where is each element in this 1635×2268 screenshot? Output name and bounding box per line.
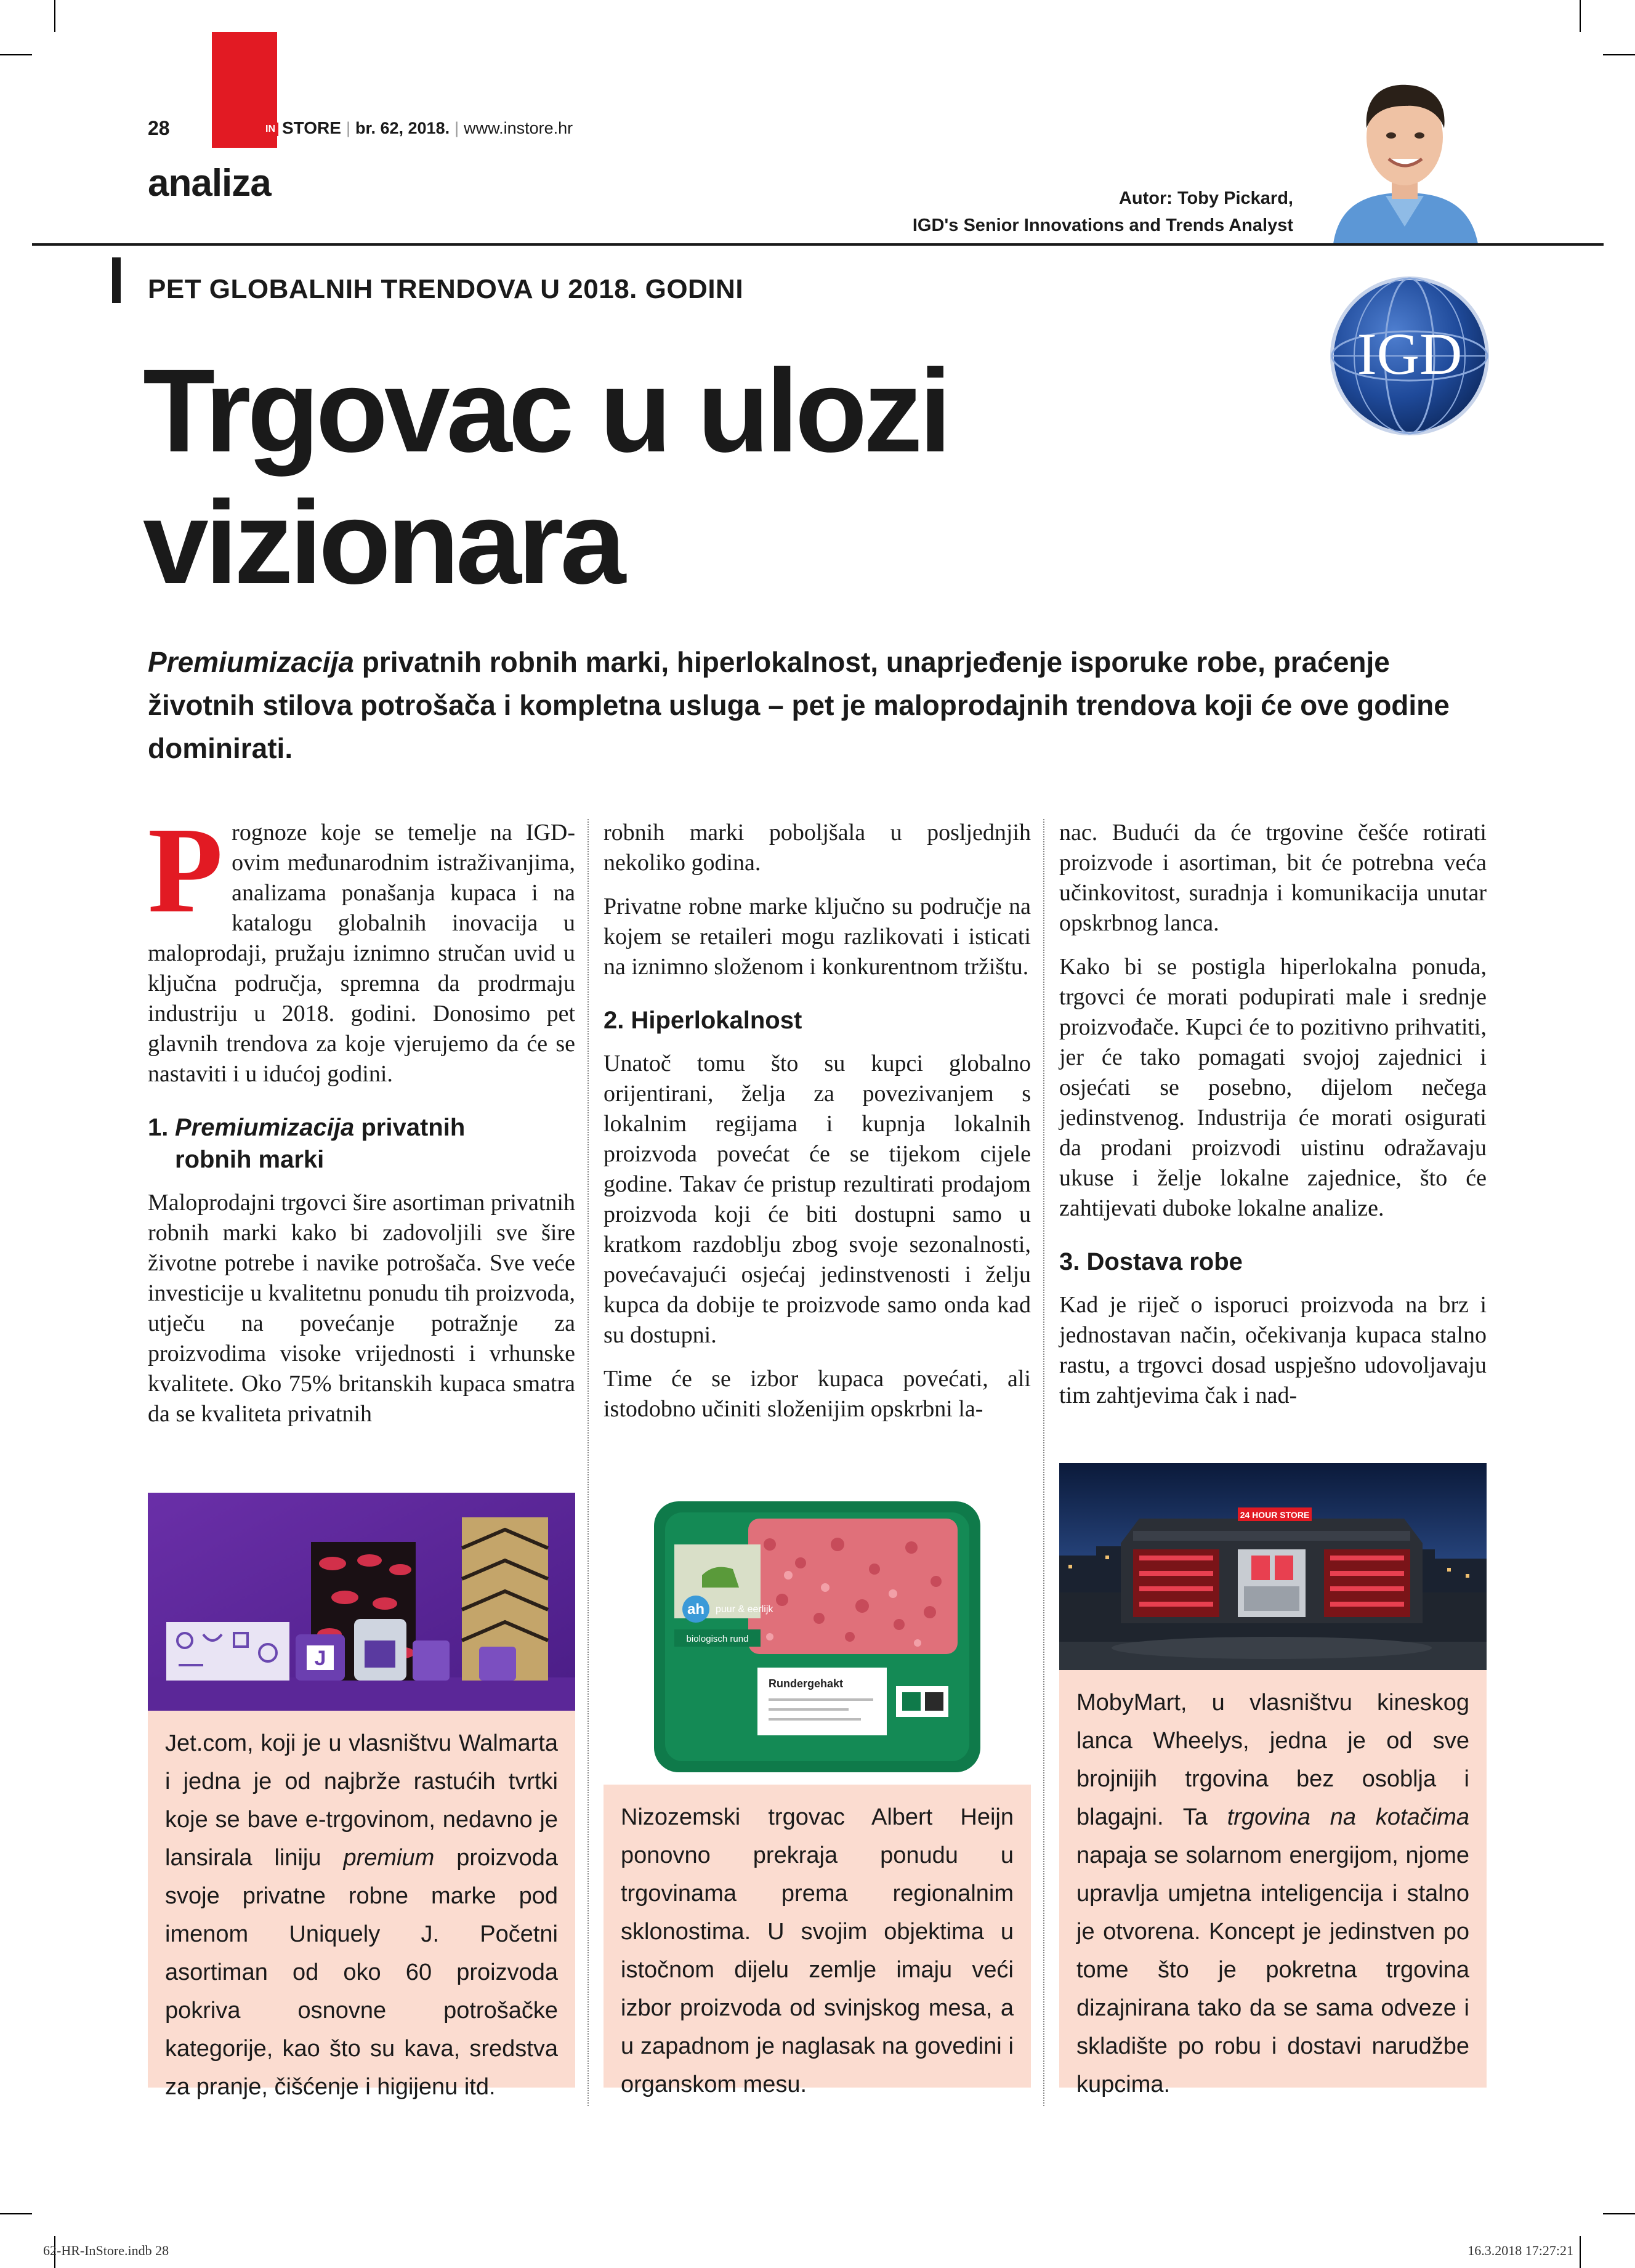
caption-jet <box>148 1711 575 2100</box>
caption-italic: trgovina na kotačima <box>1227 1804 1469 1830</box>
print-slug-left: 62-HR-InStore.indb 28 <box>43 2243 169 2258</box>
subheading-1 <box>148 1112 575 1176</box>
headline-line: vizionara <box>143 476 623 608</box>
albert-heijn-meat-photo <box>604 1489 1031 1785</box>
mobymart-store-photo <box>1059 1463 1487 1670</box>
igd-logo <box>1329 275 1490 437</box>
caption-albert-heijn: Nizozemski trgovac Albert Heijn ponovno prekraja ponudu u trgovinama prema regionalnim sklonostima. U svojim objektima u istočnom dijelu zemlje imaju veći izbor proizvoda od svinjskog mesa, a u zapadnom je naglasak na govedini i organskom mesu. <box>604 1785 1031 2088</box>
caption-text: MobyMart, u vlasništvu kineskog lanca Wheelys, jedna je od sve brojnijih trgovina bez osoblja i blagajni. Ta <box>1076 1690 1469 1830</box>
store-sign: 24 HOUR STORE <box>1240 1510 1310 1520</box>
lead-text: privatnih robnih marki, hiperlokalnost, unaprjeđenje isporuke robe, praćenje životnih stilova potrošača i kompletna usluga – pet je maloprodajnih trendova koji će ove godine dominirati. <box>148 646 1450 764</box>
meat-product-label: Rundergehakt <box>769 1677 844 1690</box>
crop-mark <box>1580 0 1581 32</box>
issue-number: br. 62, 2018. <box>355 119 450 137</box>
article-column-1 <box>148 802 575 1443</box>
separator: | <box>454 119 459 137</box>
meat-label: puur & eerlijk <box>716 1604 773 1615</box>
subheading-text: privatnih <box>354 1114 466 1141</box>
body-paragraph: Time će se izbor kupaca povećati, ali istodobno učiniti složenijim opskrbni la- <box>604 1366 1031 1422</box>
caption-mobymart <box>1059 1670 1487 2097</box>
subheading-3: 3. Dostava robe <box>1059 1248 1243 1275</box>
caption-text: Jet.com, koji je u vlasništvu Walmarta i jedna je od najbrže rastućih tvrtki koje se bave e-trgovinom, nedavno je lansirala liniju <box>165 1730 558 1871</box>
body-paragraph: Kad je riječ o isporuci proizvoda na brz i jednostavan način, očekivanja kupaca stalno rastu, a trgovci dosad uspješno udovoljavaju tim zahtjevima čak i nad- <box>1059 1292 1487 1408</box>
crop-mark <box>0 2213 32 2214</box>
print-slug-right: 16.3.2018 17:27:21 <box>1467 2243 1573 2258</box>
article-column-2 <box>604 818 1031 1438</box>
intro-text: rognoze koje se temelje na IGD-ovim međunarodnim istraživanjima, analizama ponašanja kupaca i na katalogu globalnih inovacija u maloprodaji, pružaju iznimno stručan uvid u ključna područja, spremna da prodrmaju industriju u 2018. godini. Donosimo pet glavnih trendova za koje vjerujemo da će se nastaviti i u idućoj godini. <box>148 820 575 1087</box>
crop-mark <box>54 0 55 32</box>
page-number: 28 <box>148 117 170 139</box>
ah-logo: ah <box>687 1601 705 1618</box>
column-separator <box>1043 819 1046 2106</box>
caption-italic: premium <box>343 1845 435 1871</box>
lead-italic: Premiumizacija <box>148 646 354 678</box>
article-lead <box>148 640 1472 770</box>
crop-mark <box>1580 2236 1581 2268</box>
author-portrait <box>1327 67 1482 244</box>
body-paragraph: Unatoč tomu što su kupci globalno orijentirani, želja za povezivanjem s lokalnim regijama i kupnja lokalnih proizvoda povećat će se tijekom cijele godine. Takav će pristup rezultirati prodajom proizvoda koji će biti dostupni samo u kratkom razdoblju zbog svoje sezonalnosti, povećavajući osjećaj jedinstvenosti i želju kupca da dobije te proizvode samo onda kad su dostupni. <box>604 1051 1031 1348</box>
subheading-italic: Premiumizacija <box>175 1114 355 1141</box>
body-paragraph: Maloprodajni trgovci šire asortiman privatnih robnih marki kako bi zadovoljili sve šire životne potrebe i navike potrošača. Sve veće investicije u kvalitetnu ponudu tih proizvoda, utječu na povećanje potražnje za proizvodima visoke vrijednosti i vrhunske kvalitete. Oko 75% britanskih kupaca smatra da se kvaliteta privatnih <box>148 1190 575 1427</box>
header-rule <box>32 243 1604 246</box>
magazine-line <box>262 118 573 138</box>
crop-mark <box>0 54 32 55</box>
body-paragraph: Kako bi se postigla hiperlokalna ponuda, trgovci će morati podupirati male i srednje proizvođače. Kupci će to pozitivno prihvatiti, jer će tako pomagati svojoj zajednici i osjećati se posebno, dijelom nečega jedinstvenog. Industrija će morati osigurati da prodani proizvodi uistinu odražavaju ukuse i želje lokalne zajednice, što će zahtijevati duboke lokalne analize. <box>1059 954 1487 1221</box>
body-paragraph: robnih marki poboljšala u posljednjih nekoliko godina. <box>604 820 1031 876</box>
author-name: Autor: Toby Pickard, <box>1118 188 1293 208</box>
website-link[interactable]: www.instore.hr <box>464 119 573 137</box>
author-byline <box>913 185 1293 239</box>
body-paragraph: Privatne robne marke ključno su područje na kojem se retaileri mogu razlikovati i isticati na iznimno složenom i konkurentnom tržištu. <box>604 894 1031 980</box>
pack-label: J <box>314 1647 326 1670</box>
subheading-number: 1. <box>148 1114 169 1141</box>
separator: | <box>345 119 350 137</box>
article-column-3 <box>1059 818 1487 1424</box>
article-kicker: PET GLOBALNIH TRENDOVA U 2018. GODINI <box>148 274 744 304</box>
instore-logo-in: IN <box>262 123 278 136</box>
caption-text: proizvoda svoje privatne robne marke pod imenom Uniquely J. Početni asortiman od oko 60 proizvoda pokriva osnovne potrošačke kategorije, kao što su kava, sredstva za pranje, čišćenje i higijenu itd. <box>165 1845 559 2100</box>
subheading-text: robnih marki <box>175 1146 325 1173</box>
section-label: analiza <box>148 162 271 204</box>
subheading-2: 2. Hiperlokalnost <box>604 1007 802 1034</box>
drop-cap: P <box>148 802 224 938</box>
headline-line: Trgovac u ulozi <box>143 344 948 477</box>
intro-paragraph <box>148 802 575 1089</box>
crop-mark <box>1603 54 1635 55</box>
body-paragraph: nac. Budući da će trgovine češće rotirati proizvode i asortiman, bit će potrebna veća učinkovitost, suradnja i komunikacija unutar opskrbnog lanca. <box>1059 820 1487 936</box>
column-separator <box>587 819 590 2106</box>
igd-logo-text: IGD <box>1357 321 1463 387</box>
meat-label: biologisch rund <box>686 1634 749 1644</box>
jet-products-photo <box>148 1493 575 1711</box>
instore-logo-store: STORE <box>282 118 341 137</box>
caption-text: napaja se solarnom energijom, njome upravlja umjetna inteligencija i stalno je otvorena. Koncept je jedinstven po tome što je pokretna trgovina dizajnirana tako da se sama odveze i skladište po robu i dostavi narudžbe kupcima. <box>1076 1842 1469 2097</box>
article-headline <box>143 345 948 608</box>
crop-mark <box>1603 2213 1635 2214</box>
kicker-bar <box>112 257 121 303</box>
author-title: IGD's Senior Innovations and Trends Analyst <box>912 216 1293 235</box>
